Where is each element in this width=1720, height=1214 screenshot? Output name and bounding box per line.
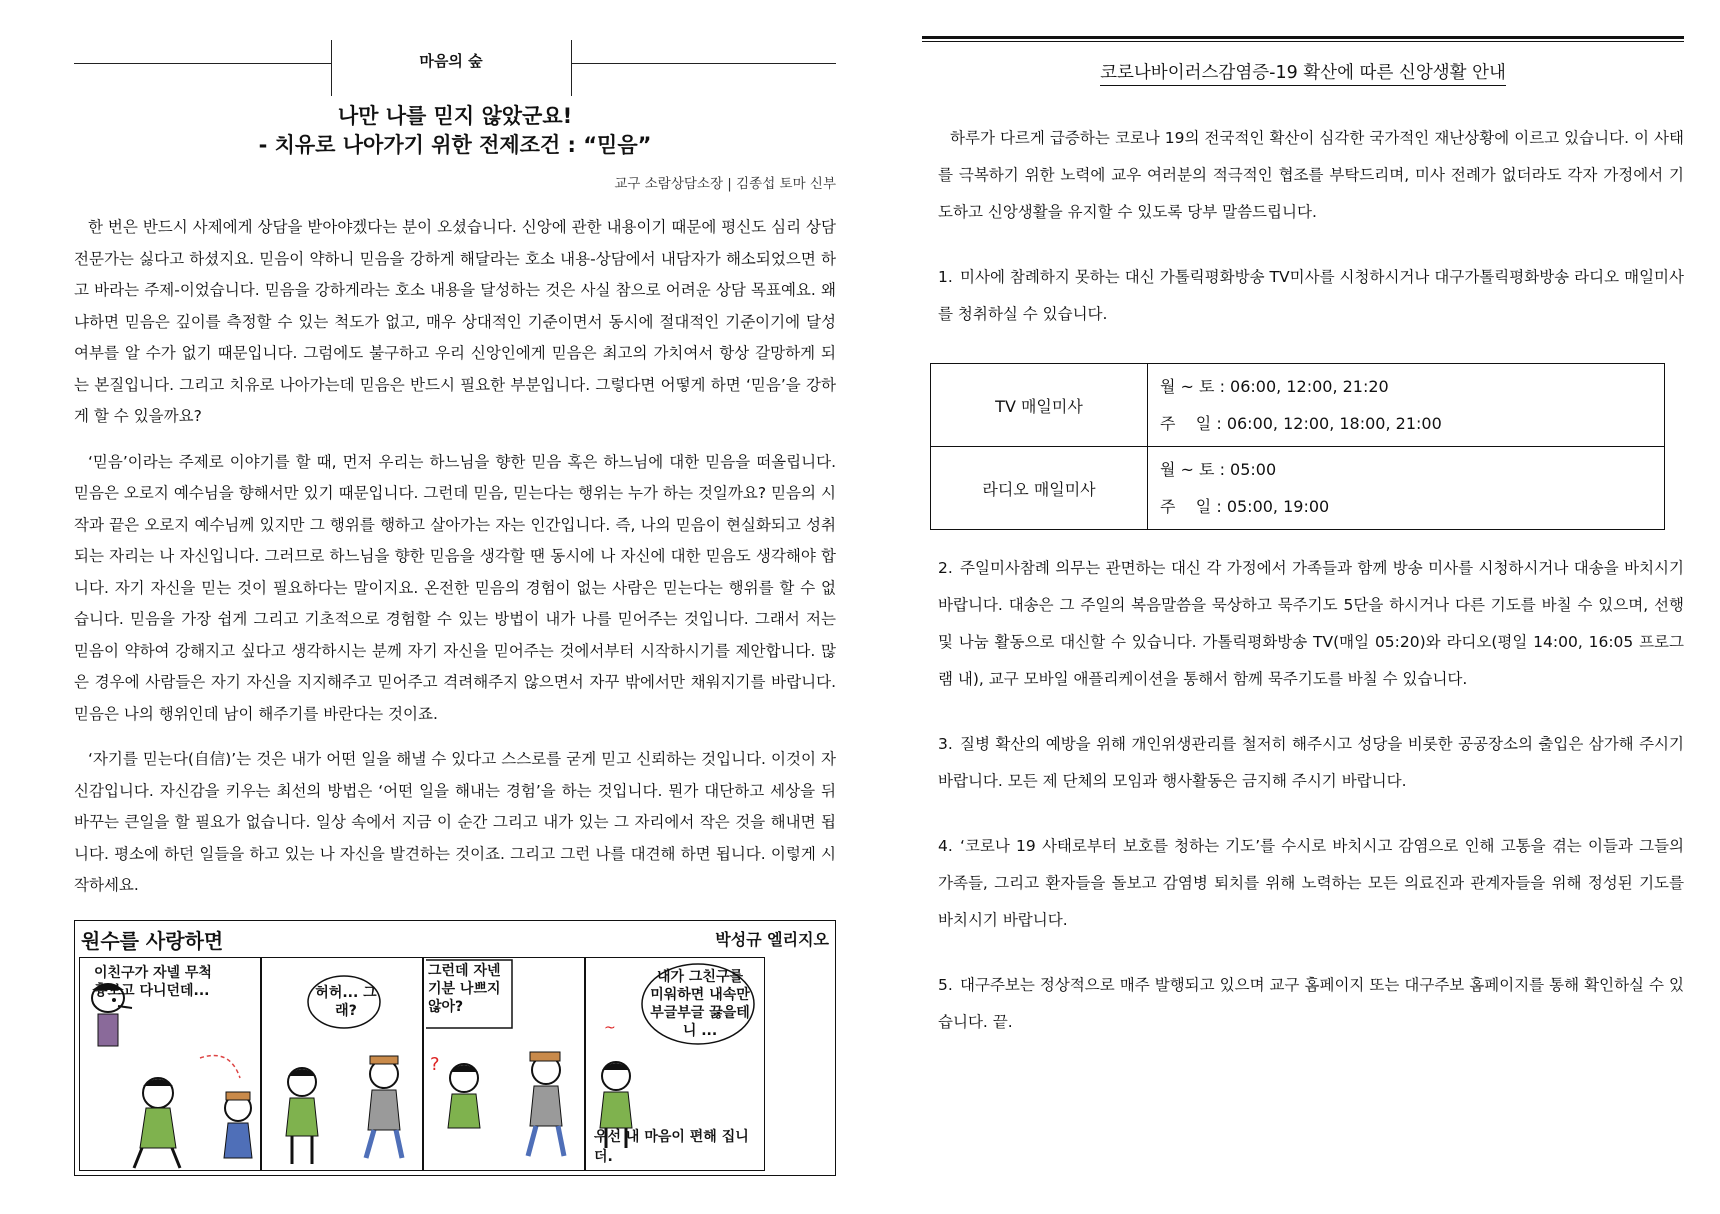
article-paragraph-1: 한 번은 반드시 사제에게 상담을 받아야겠다는 분이 오셨습니다. 신앙에 관한 내용이기 때문에 평신도 심리 상담 전문가는 싫다고 하셨지요. 믿음이 약하니 믿음을 강하게 해달라는 호소 내용-상담에서 내담자가 해소되었으면 하고 바라는 주제-이었습니다. 믿음을 강하게라는 호소 내용을 달성하는 것은 사실 참으로 어려운 상담 목표예요. 왜냐하면 믿음은 깊이를 측정할 수 있는 척도가 없고, 매우 상대적인 기준이면서 동시에 절대적인 기준이기에 달성 여부를 알 수가 없기 때문입니다. 그럼에도 불구하고 우리 신앙인에게 믿음은 최고의 가치여서 항상 갈망하게 되는 본질입니다. 그리고 치유로 나아가는데 믿음은 반드시 필요한 부분입니다. 그렇다면 어떻게 하면 ‘믿음’을 강하게 할 수 있을까요? xyxy=(74,218,836,425)
schedule-radio-sunday: 주 일 : 05:00, 19:00 xyxy=(1160,497,1330,516)
column-header xyxy=(74,40,836,98)
svg-text:?: ? xyxy=(430,1053,440,1075)
comic-bubble-4: 내가 그친구를 미워하면 내속만 부글부글 끓을테니 ... xyxy=(650,968,750,1039)
item-number: 3. xyxy=(938,735,953,753)
notice-item-2-text: 주일미사참례 의무는 관면하는 대신 각 가정에서 가족들과 함께 방송 미사를 시청하시거나 대송을 바치시기 바랍니다. 대송은 그 주일의 복음말씀을 묵상하고 묵주기도 5단을 하시거나 다른 기도를 바칠 수 있으며, 선행 및 나눔 활동으로 대신할 수 있습니다. 가톨릭평화방송 TV(매일 05:20)와 라디오(평일 14:00, 16:05 프로그램 내), 교구 모바일 애플리케이션을 통해서 함께 묵주기도를 바칠 수 있습니다. xyxy=(938,559,1684,688)
article-author: 교구 소람상담소장 | 김종섭 토마 신부 xyxy=(614,176,836,192)
schedule-tv-sunday: 주 일 : 06:00, 12:00, 18:00, 21:00 xyxy=(1160,414,1442,433)
svg-text:~: ~ xyxy=(604,1019,616,1036)
notice-intro: 하루가 다르게 급증하는 코로나 19의 전국적인 확산이 심각한 국가적인 재난상황에 이르고 있습니다. 이 사태를 극복하기 위한 노력에 교우 여러분의 적극적인 협조를 부탁드리며, 미사 전례가 없더라도 각자 가정에서 기도하고 신앙생활을 유지할 수 있도록 당부 말씀드립니다. xyxy=(938,129,1684,221)
schedule-label-radio: 라디오 매일미사 xyxy=(931,447,1148,530)
right-page xyxy=(922,36,1684,1041)
notice-item-4 xyxy=(922,828,1684,939)
schedule-row-tv xyxy=(931,364,1665,447)
notice-item-1 xyxy=(922,259,1684,333)
item-number: 2. xyxy=(938,559,953,577)
comic-panel-4 xyxy=(585,957,765,1171)
header-rule-right xyxy=(571,63,836,64)
article-paragraph-3: ‘자기를 믿는다(自信)’는 것은 내가 어떤 일을 해낼 수 있다고 스스로를 굳게 믿고 신뢰하는 것입니다. 이것이 자신감입니다. 자신감을 키우는 최선의 방법은 ‘어떤 일을 해내는 경험’을 하는 것입니다. 뭔가 대단하고 세상을 뒤바꾸는 큰일을 할 필요가 없습니다. 일상 속에서 지금 이 순간 그리고 내가 있는 그 자리에서 작은 것을 해내면 됩니다. 평소에 하던 일들을 하고 있는 나 자신을 발견하는 것이죠. 그리고 그런 나를 대견해 하면 됩니다. 이렇게 시작하세요. xyxy=(74,750,836,894)
notice-title xyxy=(922,59,1684,84)
comic-panel-3 xyxy=(423,957,585,1171)
article-title xyxy=(74,102,836,160)
comic-panel-1 xyxy=(79,957,261,1171)
header-rule-left xyxy=(74,63,331,64)
item-number: 4. xyxy=(938,837,953,855)
article-paragraph-2: ‘믿음’이라는 주제로 이야기를 할 때, 먼저 우리는 하느님을 향한 믿음 혹은 하느님에 대한 믿음을 떠올립니다. 믿음은 오로지 예수님을 향해서만 있기 때문입니다. 그런데 믿음, 믿는다는 행위는 누가 하는 것일까요? 믿음의 시작과 끝은 오로지 예수님께 있지만 그 행위를 행하고 살아가는 자는 인간입니다. 즉, 나의 믿음이 현실화되고 성취되는 자리는 나 자신입니다. 그러므로 하느님을 향한 믿음을 생각할 땐 동시에 나 자신에 대한 믿음도 생각해야 합니다. 자기 자신을 믿는 것이 필요하다는 말이지요. 온전한 믿음의 경험이 없는 사람은 믿는다는 행위를 할 수 없습니다. 믿음을 가장 쉽게 그리고 기초적으로 경험할 수 있는 방법이 내가 나를 믿어주는 것입니다. 그래서 저는 믿음이 약하여 강해지고 싶다고 생각하시는 분께 자기 자신을 믿어주는 것에서부터 시작하시기를 제안합니다. 많은 경우에 사람들은 자기 자신을 지지해주고 믿어주고 격려해주지 않으면서 자꾸 밖에서만 채워지기를 바랍니다. 믿음은 나의 행위인데 남이 해주기를 바란다는 것이죠. xyxy=(74,452,836,723)
notice-item-5 xyxy=(922,967,1684,1041)
mass-schedule-table xyxy=(930,363,1665,530)
schedule-radio-weekday: 월 ~ 토 : 05:00 xyxy=(1160,460,1277,479)
notice-item-3 xyxy=(922,726,1684,800)
title-line-2: - 치유로 나아가기 위한 전제조건 : “믿음” xyxy=(258,133,652,157)
notice-title-text: 코로나바이러스감염증-19 확산에 따른 신앙생활 안내 xyxy=(1100,63,1506,86)
top-rule xyxy=(922,36,1684,39)
comic-bubble-1: 이친구가 자넬 무척흉보고 다니던데... xyxy=(94,964,212,999)
comic-strip xyxy=(74,920,836,1176)
comic-author: 박성규 엘리지오 xyxy=(715,929,829,949)
title-line-1: 나만 나를 믿지 않았군요! xyxy=(337,104,573,128)
notice-item-1-text: 미사에 참례하지 못하는 대신 가톨릭평화방송 TV미사를 시청하시거나 대구가톨릭평화방송 라디오 매일미사를 청취하실 수 있습니다. xyxy=(938,268,1684,323)
left-page xyxy=(74,40,836,1176)
notice-item-4-text: ‘코로나 19 사태로부터 보호를 청하는 기도’를 수시로 바치시고 감염으로 인해 고통을 겪는 이들과 그들의 가족들, 그리고 환자들을 돌보고 감염병 퇴치를 위해 노력하는 모든 의료진과 관계자들을 위해 정성된 기도를 바치시기 바랍니다. xyxy=(938,837,1684,929)
top-rule-thin xyxy=(922,41,1684,42)
item-number: 5. xyxy=(938,976,953,994)
notice-item-3-text: 질병 확산의 예방을 위해 개인위생관리를 철저히 해주시고 성당을 비롯한 공공장소의 출입은 삼가해 주시기 바랍니다. 모든 제 단체의 모임과 행사활동은 금지해 주시기 바랍니다. xyxy=(938,735,1684,790)
comic-bubble-3: 그런데 자넨 기분 나쁘지 않아? xyxy=(428,962,501,1015)
comic-caption: 우선 내 마음이 편해 집니더. xyxy=(594,1128,749,1165)
comic-panel-2 xyxy=(261,957,423,1171)
comic-bubble-2: 허허... 그래? xyxy=(315,984,377,1019)
header-divider-right xyxy=(571,40,572,96)
schedule-label-tv: TV 매일미사 xyxy=(931,364,1148,447)
schedule-tv-weekday: 월 ~ 토 : 06:00, 12:00, 21:20 xyxy=(1160,377,1389,396)
item-number: 1. xyxy=(938,268,953,286)
section-label: 마음의 숲 xyxy=(419,52,483,70)
schedule-row-radio xyxy=(931,447,1665,530)
comic-title: 원수를 사랑하면 xyxy=(81,928,224,953)
schedule-times-tv xyxy=(1148,364,1665,447)
notice-item-2 xyxy=(922,550,1684,698)
schedule-times-radio xyxy=(1148,447,1665,530)
notice-item-5-text: 대구주보는 정상적으로 매주 발행되고 있으며 교구 홈페이지 또는 대구주보 홈페이지를 통해 확인하실 수 있습니다. 끝. xyxy=(938,976,1684,1031)
